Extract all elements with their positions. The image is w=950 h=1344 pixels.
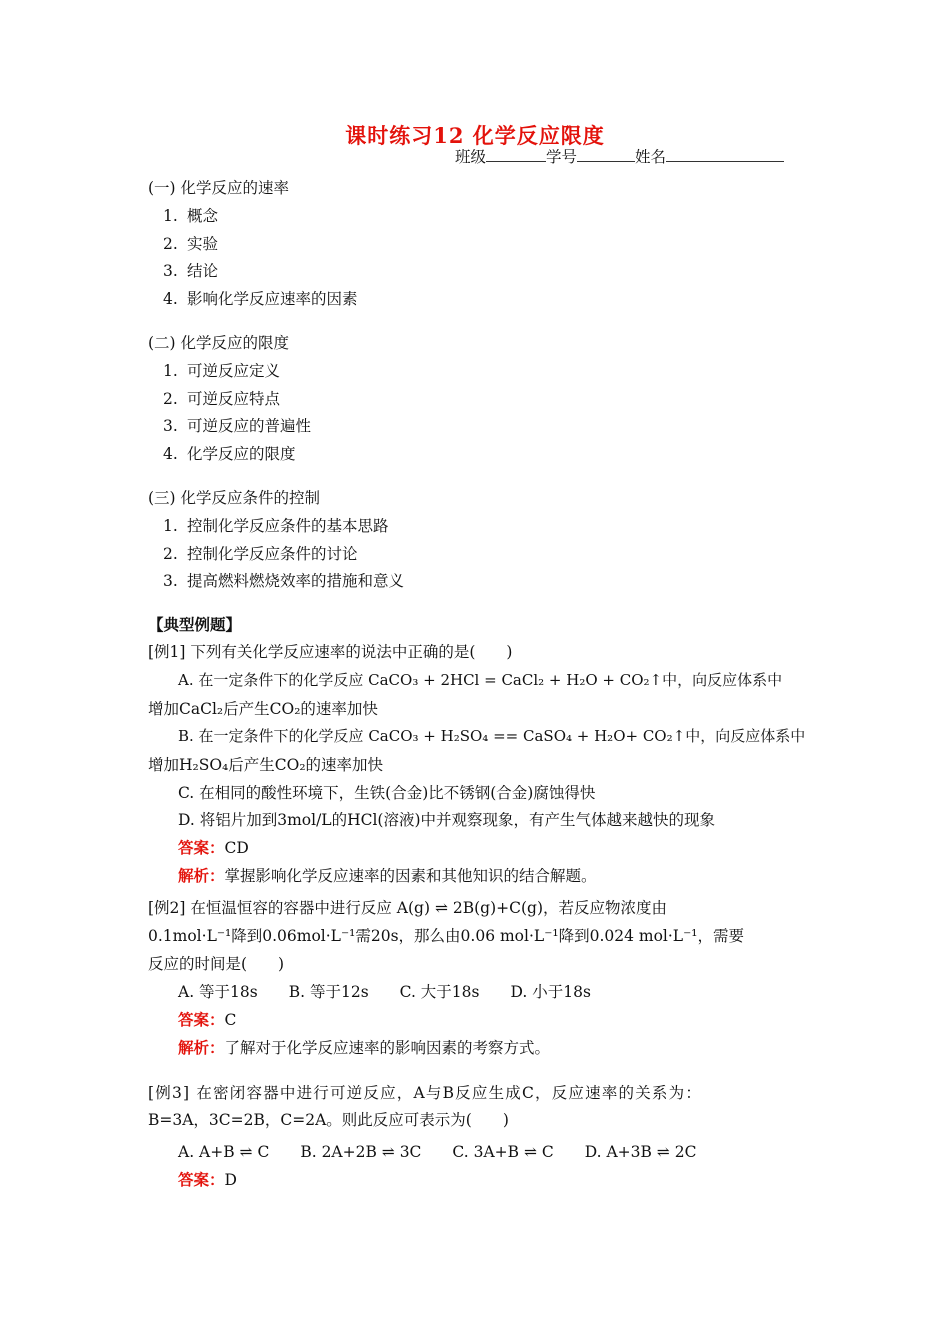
student-info-line [455, 145, 784, 167]
example1-option-c: C. 在相同的酸性环境下，生铁(合金)比不锈钢(合金)腐蚀得快 [178, 784, 596, 802]
class-label: 班级 [455, 148, 487, 166]
outline-item: 3. 结论 [163, 262, 219, 280]
outline-item: 4. 化学反应的限度 [163, 445, 296, 463]
example1-stem: [例1] 下列有关化学反应速率的说法中正确的是( ) [148, 643, 513, 661]
example1-option-b-cont: 增加H₂SO₄后产生CO₂的速率加快 [148, 756, 384, 774]
outline-item: 2. 实验 [163, 235, 219, 253]
name-label: 姓名 [635, 148, 667, 166]
example3-answer: 答案：D [178, 1170, 237, 1189]
example1-analysis: 解析：掌握影响化学反应速率的因素和其他知识的结合解题。 [178, 866, 597, 885]
example2-line3: 反应的时间是( ) [148, 955, 285, 973]
example2-options: A. 等于18s B. 等于12s C. 大于18s D. 小于18s [178, 983, 591, 1001]
id-label: 学号 [546, 148, 578, 166]
example1-answer: 答案：CD [178, 838, 249, 857]
example2-answer: 答案：C [178, 1010, 237, 1029]
outline-item: 1. 概念 [163, 207, 219, 225]
outline-item: 3. 可逆反应的普遍性 [163, 417, 312, 435]
section-heading-1: (一) 化学反应的速率 [148, 179, 290, 197]
example2-analysis: 解析：了解对于化学反应速率的影响因素的考察方式。 [178, 1038, 551, 1057]
example1-option-a-cont: 增加CaCl₂后产生CO₂的速率加快 [148, 700, 378, 718]
section-heading-3: (三) 化学反应条件的控制 [148, 489, 321, 507]
outline-item: 2. 可逆反应特点 [163, 390, 281, 408]
examples-heading: 【典型例题】 [148, 615, 242, 634]
class-blank[interactable] [486, 147, 546, 162]
example1-option-a: A. 在一定条件下的化学反应 CaCO₃ + 2HCl = CaCl₂ + H₂O + CO₂↑中，向反应体系中 [178, 671, 783, 689]
example3-line2: B=3A，3C=2B，C=2A。则此反应可表示为( ) [148, 1111, 509, 1129]
section-heading-2: (二) 化学反应的限度 [148, 334, 290, 352]
example2-line1: [例2] 在恒温恒容的容器中进行反应 A(g) ⇌ 2B(g)+C(g)，若反应物浓度由 [148, 899, 667, 917]
outline-item: 3. 提高燃料燃烧效率的措施和意义 [163, 572, 405, 590]
outline-item: 1. 控制化学反应条件的基本思路 [163, 517, 389, 535]
example1-option-d: D. 将铝片加到3mol/L的HCl(溶液)中并观察现象，有产生气体越来越快的现象 [178, 811, 716, 829]
outline-item: 2. 控制化学反应条件的讨论 [163, 545, 358, 563]
example1-option-b: B. 在一定条件下的化学反应 CaCO₃ + H₂SO₄ == CaSO₄ + H₂O+ CO₂↑中，向反应体系中 [178, 727, 806, 745]
name-blank[interactable] [666, 147, 784, 162]
outline-item: 4. 影响化学反应速率的因素 [163, 290, 358, 308]
example3-line1: [例3] 在密闭容器中进行可逆反应，A与B反应生成C，反应速率的关系为： [148, 1084, 703, 1102]
page-title: 课时练习12 化学反应限度 [345, 123, 605, 148]
outline-item: 1. 可逆反应定义 [163, 362, 281, 380]
example3-options: A. A+B ⇌ C B. 2A+2B ⇌ 3C C. 3A+B ⇌ C D. A+3B ⇌ 2C [178, 1143, 697, 1161]
id-blank[interactable] [577, 147, 635, 162]
example2-line2: 0.1mol·L⁻¹降到0.06mol·L⁻¹需20s，那么由0.06 mol·L⁻¹降到0.024 mol·L⁻¹，需要 [148, 927, 744, 945]
